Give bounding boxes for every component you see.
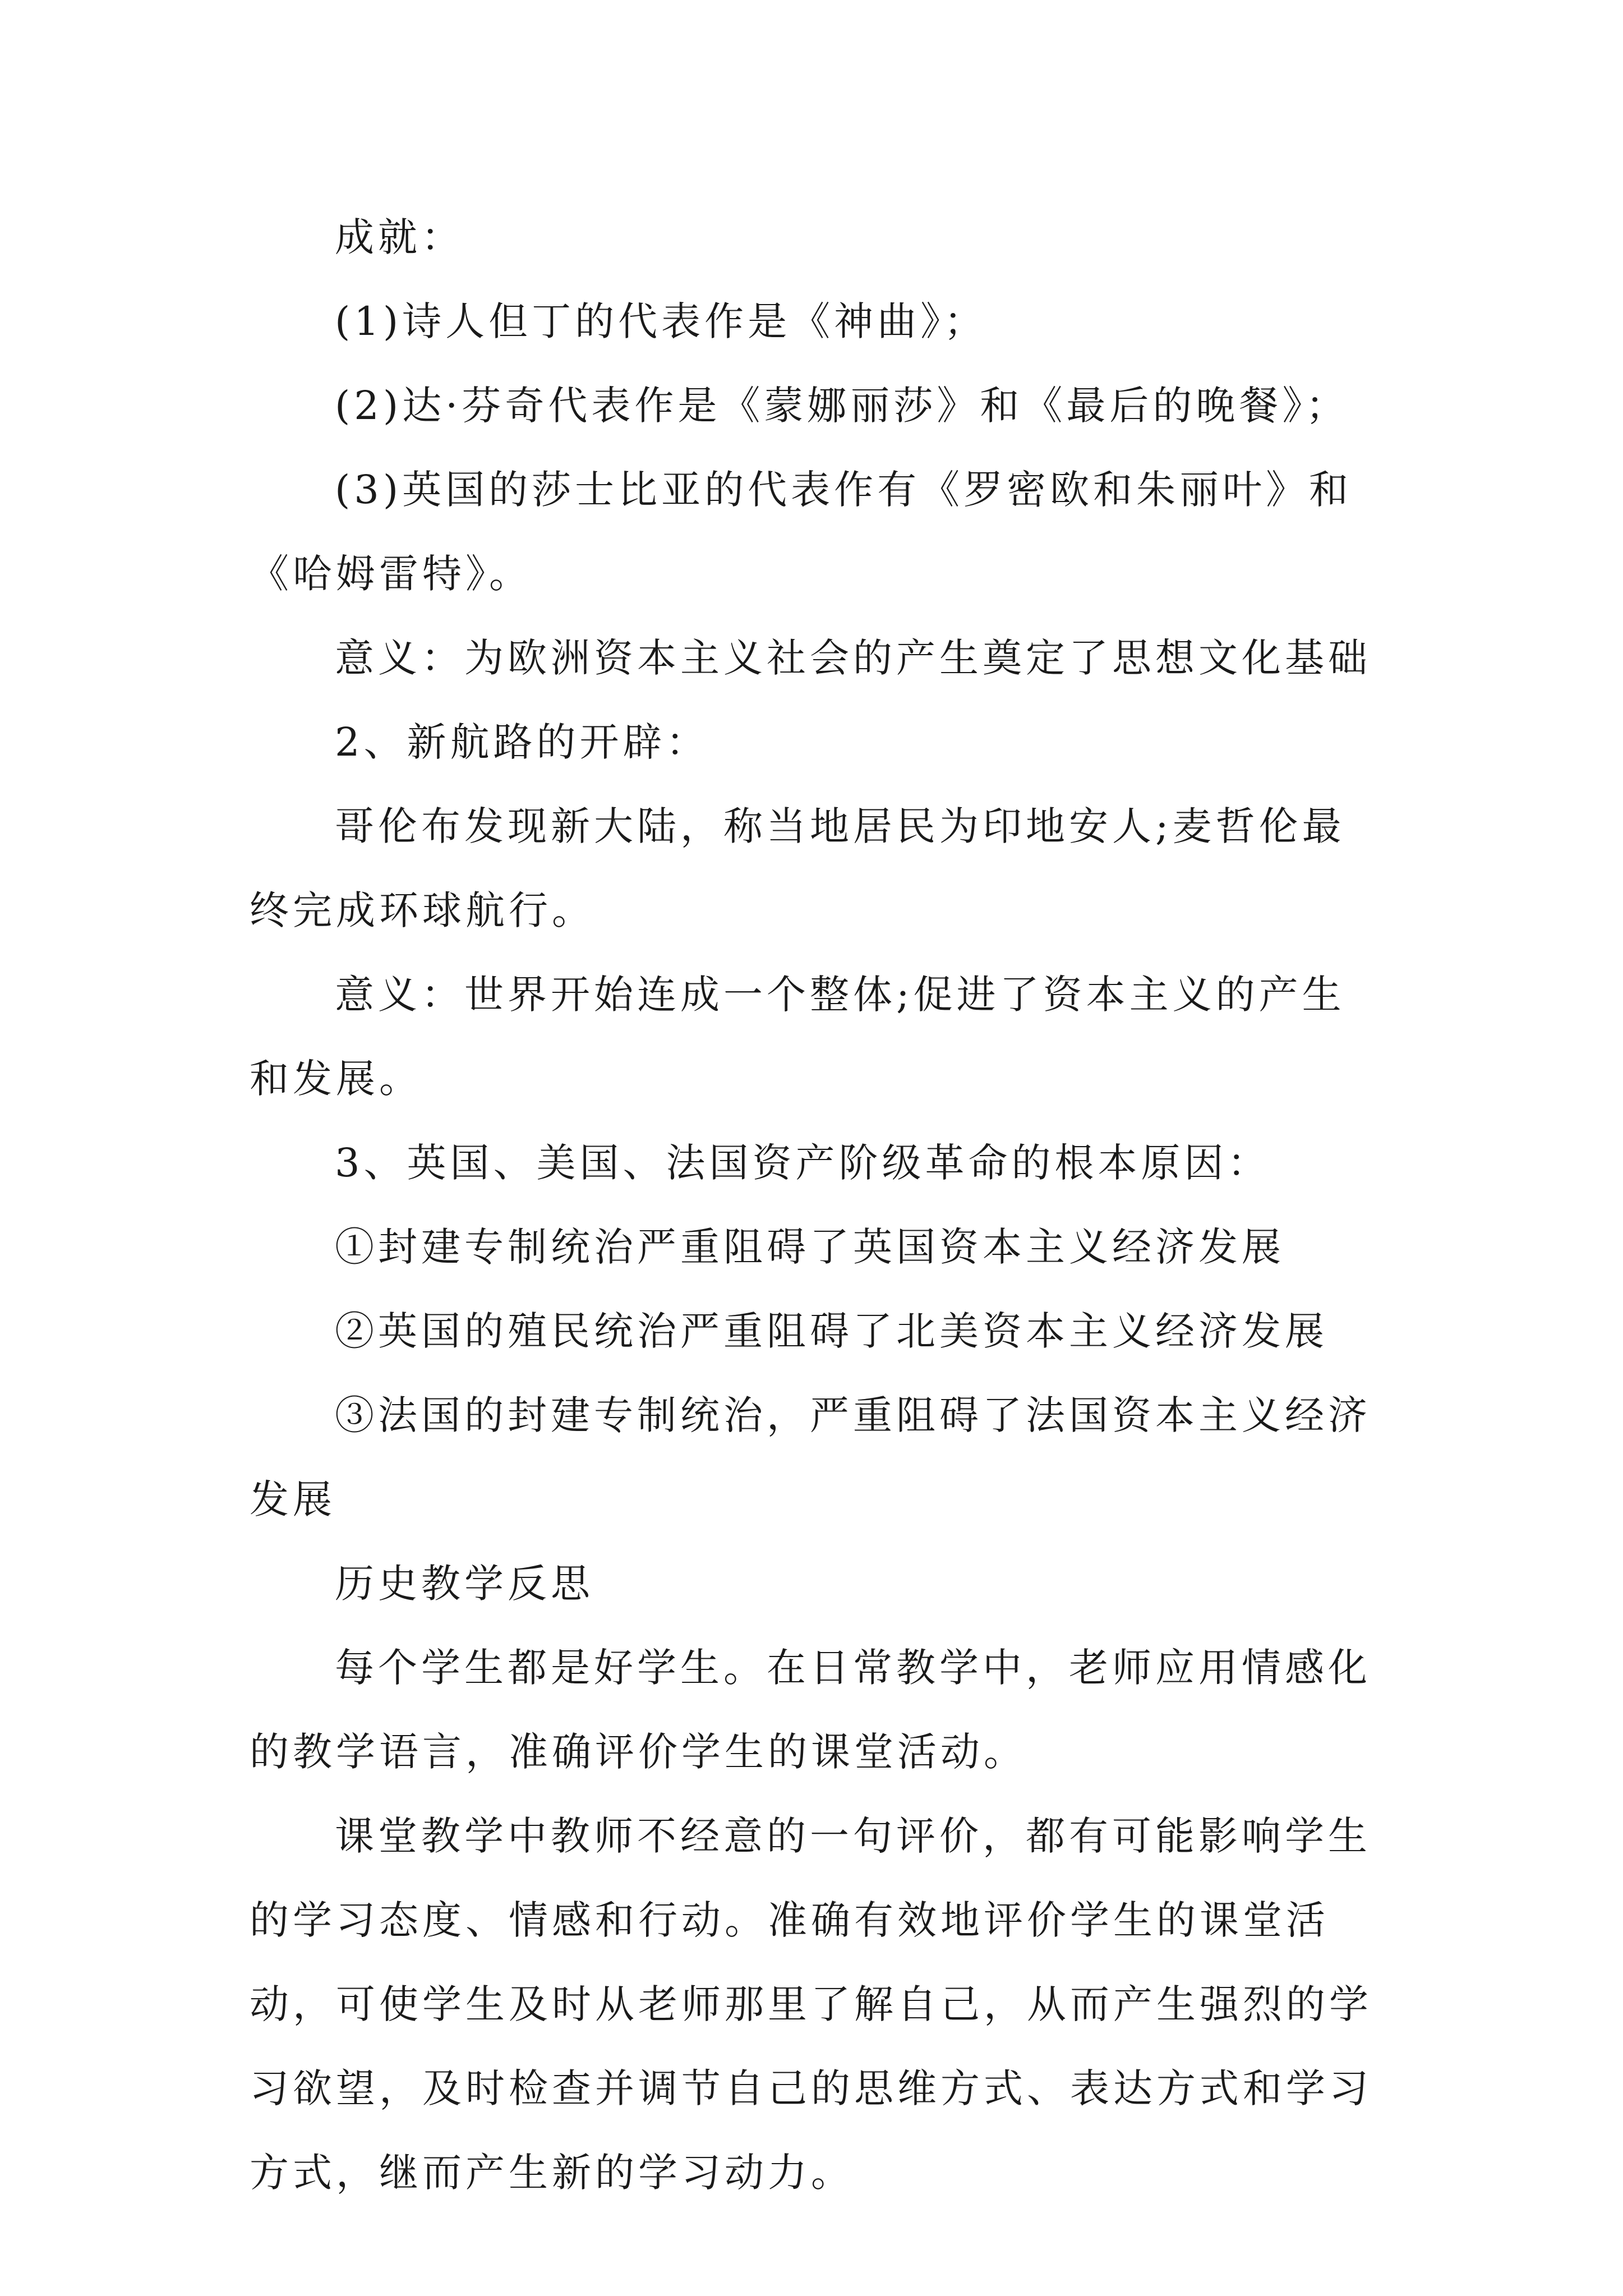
paragraph-new-routes-heading: 2、新航路的开辟： [335,719,709,765]
paragraph-achievements-heading: 成就： [335,214,464,260]
paragraph-routes-significance: 意义：世界开始连成一个整体;促进了资本主义的产生和发展。 [250,972,1345,1102]
paragraph-cause-france: ③法国的封建专制统治，严重阻碍了法国资本主义经济发展 [250,1392,1371,1522]
paragraph-cause-england: ①封建专制统治严重阻碍了英国资本主义经济发展 [335,1224,1285,1270]
paragraph-every-student: 每个学生都是好学生。在日常教学中，老师应用情感化的教学语言，准确评价学生的课堂活动。 [250,1645,1371,1775]
body-text [250,195,1388,2215]
paragraph-cause-america: ②英国的殖民统治严重阻碍了北美资本主义经济发展 [335,1308,1328,1354]
paragraph-shakespeare: (3)英国的莎士比亚的代表作有《罗密欧和朱丽叶》和《哈姆雷特》。 [250,467,1353,597]
paragraph-da-vinci: (2)达·芬奇代表作是《蒙娜丽莎》和《最后的晚餐》； [335,383,1349,429]
paragraph-columbus-magellan: 哥伦布发现新大陆，称当地居民为印地安人;麦哲伦最终完成环球航行。 [250,803,1345,933]
paragraph-revolutions-heading: 3、英国、美国、法国资产阶级革命的根本原因： [335,1140,1271,1186]
paragraph-renaissance-significance: 意义：为欧洲资本主义社会的产生奠定了思想文化基础 [335,635,1371,681]
paragraph-reflection-heading: 历史教学反思 [335,1561,594,1607]
paragraph-dante: (1)诗人但丁的代表作是《神曲》； [335,298,988,344]
paragraph-classroom-evaluation: 课堂教学中教师不经意的一句评价，都有可能影响学生的学习态度、情感和行动。准确有效地评价学生的课堂活动，可使学生及时从老师那里了解自己，从而产生强烈的学习欲望，及时检查并调节自己的思维方式、表达方式和学习方式，继而产生新的学习动力。 [250,1813,1372,2196]
